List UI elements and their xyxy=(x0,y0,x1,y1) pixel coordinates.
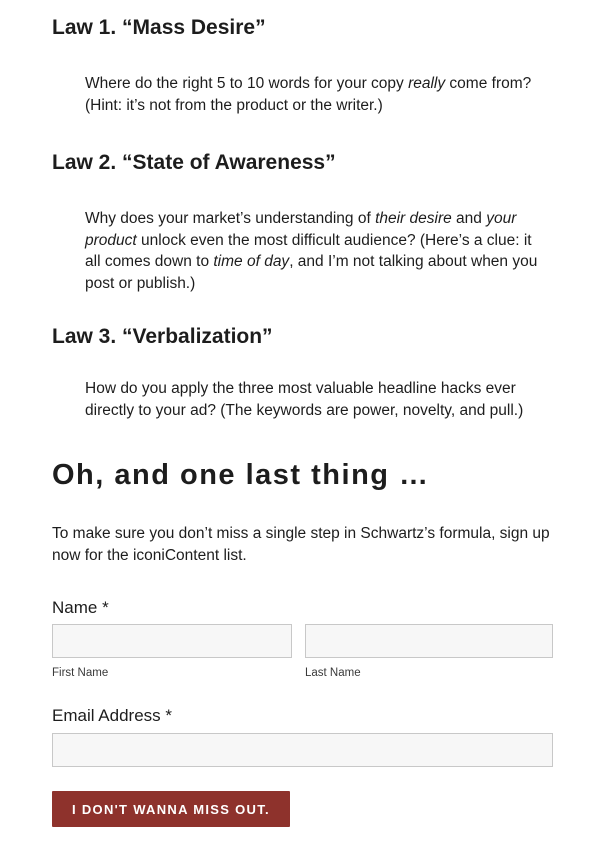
first-name-field xyxy=(52,624,292,680)
last-name-field xyxy=(305,624,553,680)
last-name-input[interactable] xyxy=(305,624,553,658)
law-2-section xyxy=(52,150,553,294)
signup-form xyxy=(52,598,553,827)
law-2-heading: Law 2. “State of Awareness” xyxy=(52,151,336,174)
law-3-heading: Law 3. “Verbalization” xyxy=(52,325,273,348)
submit-button[interactable]: I DON'T WANNA MISS OUT. xyxy=(52,791,290,827)
final-heading: Oh, and one last thing … xyxy=(52,459,430,491)
law-1-body: Where do the right 5 to 10 words for your copy really come from? (Hint: it’s not from the product or the writer.) xyxy=(85,75,532,114)
closing-paragraph: To make sure you don’t miss a single step in Schwartz’s formula, sign up now for the iconiContent list. xyxy=(52,525,550,564)
name-label: Name * xyxy=(52,598,109,617)
email-label: Email Address * xyxy=(52,706,172,725)
page xyxy=(52,0,553,827)
law-2-body: Why does your market’s understanding of their desire and your product unlock even the most difficult audience? (Here’s a clue: it all comes down to time of day, and I’m not talking about when you post or publish.) xyxy=(85,210,538,292)
law-3-section xyxy=(52,324,553,421)
first-name-input[interactable] xyxy=(52,624,292,658)
law-1-section xyxy=(52,15,553,116)
name-fields-row xyxy=(52,624,553,680)
law-3-body: How do you apply the three most valuable headline hacks ever directly to your ad? (The keywords are power, novelty, and pull.) xyxy=(85,380,524,419)
first-name-sublabel: First Name xyxy=(52,667,109,679)
email-input[interactable] xyxy=(52,733,553,767)
law-1-heading: Law 1. “Mass Desire” xyxy=(52,16,266,39)
last-name-sublabel: Last Name xyxy=(305,667,361,679)
